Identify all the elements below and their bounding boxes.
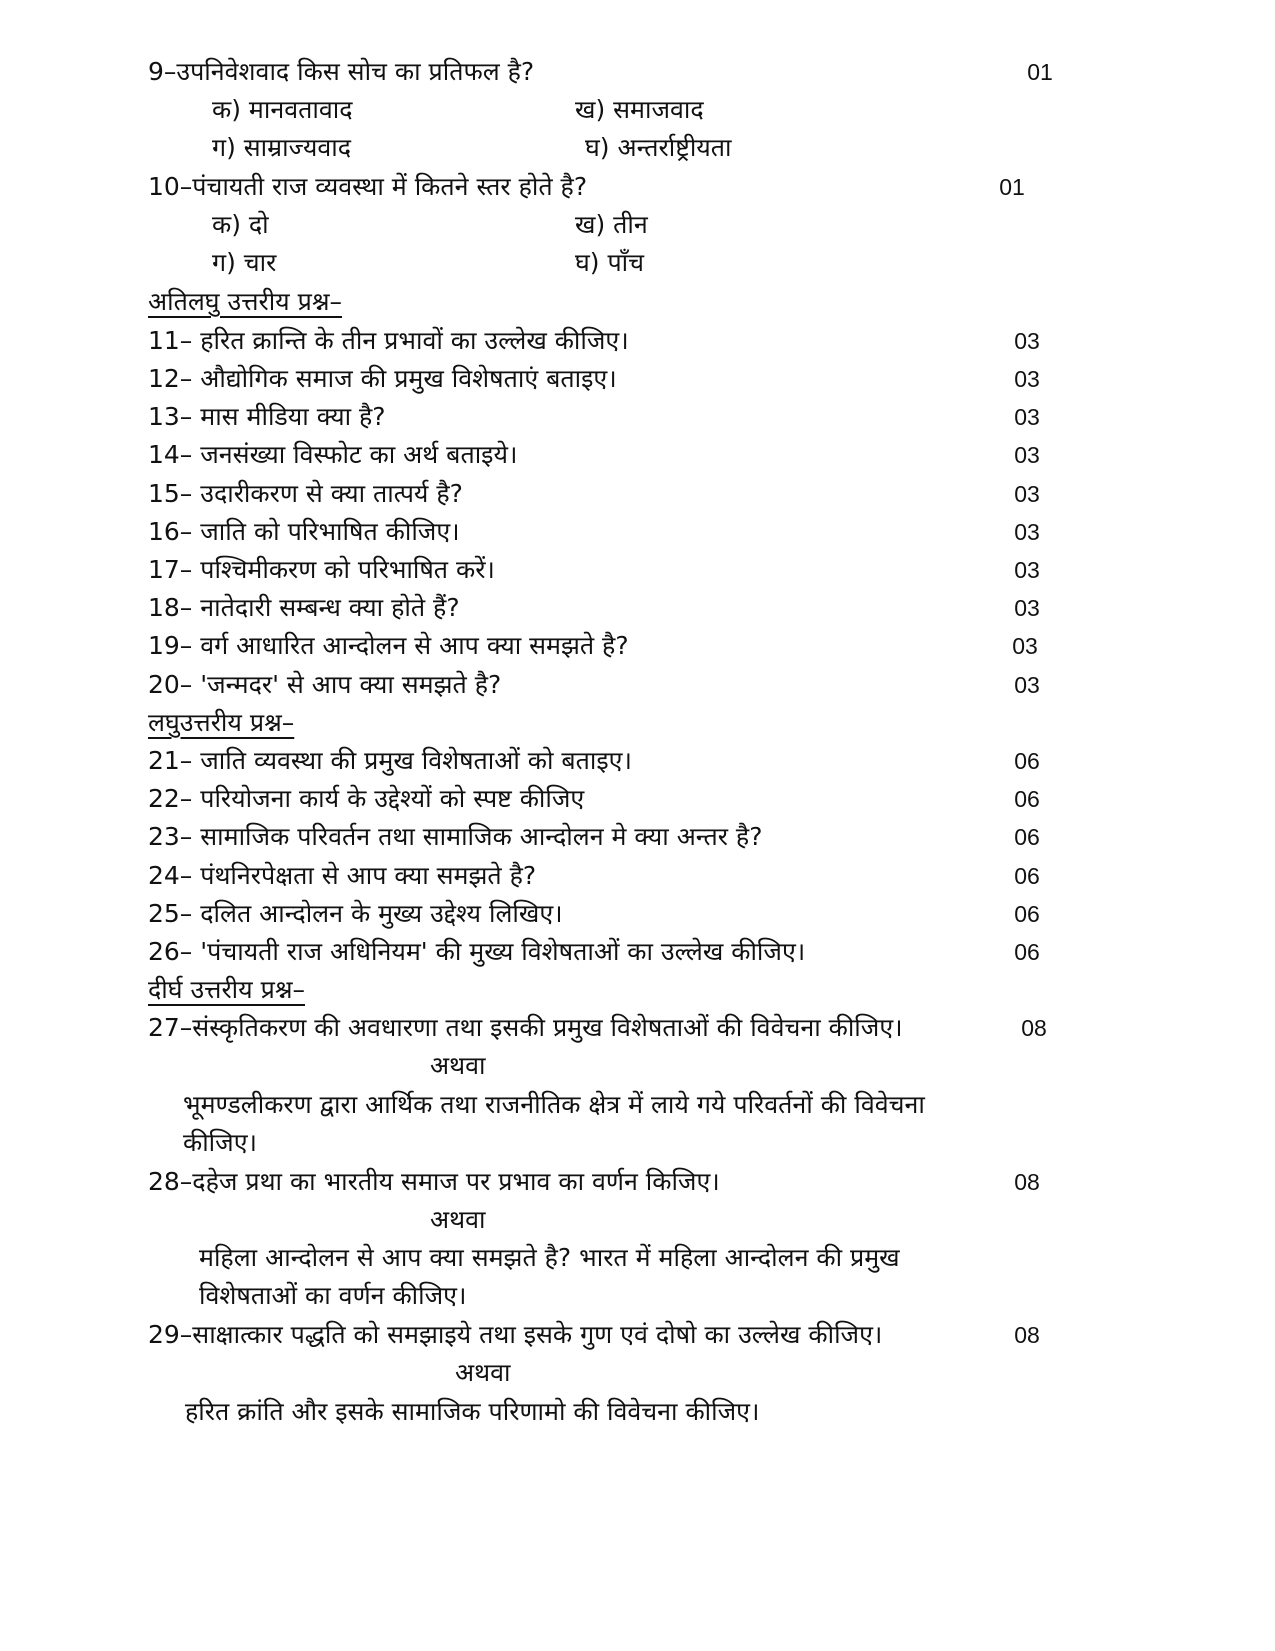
question-text: 29–साक्षात्कार पद्धति को समझाइये तथा इसके गुण एवं दोषो का उल्लेख कीजिए। bbox=[148, 1320, 883, 1349]
marks: 06 bbox=[1014, 901, 1040, 927]
or-text: अथवा bbox=[455, 1358, 511, 1387]
or-text: अथवा bbox=[430, 1205, 486, 1234]
or-label bbox=[0, 1046, 1275, 1086]
question-text: 25– दलित आन्दोलन के मुख्य उद्देश्य लिखिए। bbox=[148, 899, 563, 928]
question-13 bbox=[0, 397, 1275, 437]
marks: 06 bbox=[1014, 863, 1040, 889]
question-9-options-row-2 bbox=[0, 128, 1275, 168]
question-22 bbox=[0, 779, 1275, 819]
question-text: 24– पंथनिरपेक्षता से आप क्या समझते है? bbox=[148, 861, 537, 890]
question-text: 21– जाति व्यवस्था की प्रमुख विशेषताओं को बताइए। bbox=[148, 746, 632, 775]
question-text: 17– पश्चिमीकरण को परिभाषित करें। bbox=[148, 555, 495, 584]
marks: 06 bbox=[1014, 786, 1040, 812]
question-12 bbox=[0, 359, 1275, 399]
question-28-alt-line-1 bbox=[0, 1238, 1275, 1278]
option-d: घ) पाँच bbox=[575, 248, 645, 277]
marks: 08 bbox=[1021, 1015, 1047, 1041]
question-text: 23– सामाजिक परिवर्तन तथा सामाजिक आन्दोलन मे क्या अन्तर है? bbox=[148, 822, 763, 851]
question-text: 28–दहेज प्रथा का भारतीय समाज पर प्रभाव का वर्णन किजिए। bbox=[148, 1167, 720, 1196]
question-text: 19– वर्ग आधारित आन्दोलन से आप क्या समझते है? bbox=[148, 631, 629, 660]
marks: 03 bbox=[1014, 595, 1040, 621]
alt-text: विशेषताओं का वर्णन कीजिए। bbox=[199, 1281, 467, 1310]
question-16 bbox=[0, 512, 1275, 552]
option-b: ख) समाजवाद bbox=[575, 95, 704, 124]
question-10-options-row-2 bbox=[0, 243, 1275, 283]
question-text: 12– औद्योगिक समाज की प्रमुख विशेषताएं बताइए। bbox=[148, 364, 617, 393]
section-heading: अतिलघु उत्तरीय प्रश्न– bbox=[148, 287, 343, 316]
question-17 bbox=[0, 550, 1275, 590]
question-27-alt-line-1 bbox=[0, 1085, 1275, 1125]
or-label bbox=[0, 1353, 1275, 1393]
alt-text: हरित क्रांति और इसके सामाजिक परिणामो की विवेचना कीजिए। bbox=[185, 1397, 760, 1426]
option-c: ग) साम्राज्यवाद bbox=[212, 133, 352, 162]
question-9 bbox=[0, 52, 1275, 92]
question-26 bbox=[0, 932, 1275, 972]
question-9-options-row-1 bbox=[0, 90, 1275, 130]
question-28 bbox=[0, 1162, 1275, 1202]
marks: 03 bbox=[1014, 366, 1040, 392]
marks: 03 bbox=[1014, 672, 1040, 698]
question-20 bbox=[0, 665, 1275, 705]
alt-text: भूमण्डलीकरण द्वारा आर्थिक तथा राजनीतिक क्षेत्र में लाये गये परिवर्तनों की विवेचना bbox=[183, 1090, 925, 1119]
or-text: अथवा bbox=[430, 1051, 486, 1080]
question-21 bbox=[0, 741, 1275, 781]
question-text: 14– जनसंख्या विस्फोट का अर्थ बताइये। bbox=[148, 440, 518, 469]
marks: 03 bbox=[1014, 328, 1040, 354]
section-heading: लघुउत्तरीय प्रश्न– bbox=[148, 708, 295, 737]
option-c: ग) चार bbox=[212, 248, 277, 277]
marks: 01 bbox=[999, 174, 1025, 200]
question-text: 26– 'पंचायती राज अधिनियम' की मुख्य विशेषताओं का उल्लेख कीजिए। bbox=[148, 937, 806, 966]
option-b: ख) तीन bbox=[575, 210, 648, 239]
marks: 06 bbox=[1014, 939, 1040, 965]
section-heading: दीर्घ उत्तरीय प्रश्न– bbox=[148, 975, 305, 1004]
question-27 bbox=[0, 1008, 1275, 1048]
marks: 03 bbox=[1014, 557, 1040, 583]
question-text: 13– मास मीडिया क्या है? bbox=[148, 402, 386, 431]
question-27-alt-line-2 bbox=[0, 1123, 1275, 1163]
question-19 bbox=[0, 626, 1275, 666]
or-label bbox=[0, 1200, 1275, 1240]
question-24 bbox=[0, 856, 1275, 896]
marks: 01 bbox=[1027, 59, 1053, 85]
question-10-options-row-1 bbox=[0, 205, 1275, 245]
question-text: 10–पंचायती राज व्यवस्था में कितने स्तर होते है? bbox=[148, 172, 588, 201]
marks: 08 bbox=[1014, 1169, 1040, 1195]
question-text: 27–संस्कृतिकरण की अवधारणा तथा इसकी प्रमुख विशेषताओं की विवेचना कीजिए। bbox=[148, 1013, 903, 1042]
alt-text: महिला आन्दोलन से आप क्या समझते है? भारत में महिला आन्दोलन की प्रमुख bbox=[199, 1243, 900, 1272]
question-10 bbox=[0, 167, 1275, 207]
section-long bbox=[0, 970, 1275, 1010]
question-29 bbox=[0, 1315, 1275, 1355]
question-text: 9–उपनिवेशवाद किस सोच का प्रतिफल है? bbox=[148, 57, 535, 86]
marks: 08 bbox=[1014, 1322, 1040, 1348]
question-29-alt-line-1 bbox=[0, 1392, 1275, 1432]
option-a: क) मानवतावाद bbox=[212, 95, 353, 124]
question-text: 11– हरित क्रान्ति के तीन प्रभावों का उल्लेख कीजिए। bbox=[148, 326, 629, 355]
section-short bbox=[0, 703, 1275, 743]
marks: 03 bbox=[1014, 519, 1040, 545]
question-text: 16– जाति को परिभाषित कीजिए। bbox=[148, 517, 460, 546]
question-25 bbox=[0, 894, 1275, 934]
question-28-alt-line-2 bbox=[0, 1276, 1275, 1316]
question-text: 18– नातेदारी सम्बन्ध क्या होते हैं? bbox=[148, 593, 460, 622]
marks: 06 bbox=[1014, 748, 1040, 774]
option-d: घ) अन्तर्राष्ट्रीयता bbox=[585, 133, 732, 162]
question-text: 15– उदारीकरण से क्या तात्पर्य है? bbox=[148, 479, 463, 508]
marks: 03 bbox=[1012, 633, 1038, 659]
marks: 03 bbox=[1014, 442, 1040, 468]
question-text: 22– परियोजना कार्य के उद्देश्यों को स्पष्ट कीजिए bbox=[148, 784, 585, 813]
marks: 06 bbox=[1014, 824, 1040, 850]
marks: 03 bbox=[1014, 481, 1040, 507]
question-15 bbox=[0, 474, 1275, 514]
question-18 bbox=[0, 588, 1275, 628]
alt-text: कीजिए। bbox=[183, 1128, 258, 1157]
question-14 bbox=[0, 435, 1275, 475]
option-a: क) दो bbox=[212, 210, 269, 239]
section-very-short bbox=[0, 282, 1275, 322]
question-23 bbox=[0, 817, 1275, 857]
question-11 bbox=[0, 321, 1275, 361]
question-text: 20– 'जन्मदर' से आप क्या समझते है? bbox=[148, 670, 502, 699]
marks: 03 bbox=[1014, 404, 1040, 430]
